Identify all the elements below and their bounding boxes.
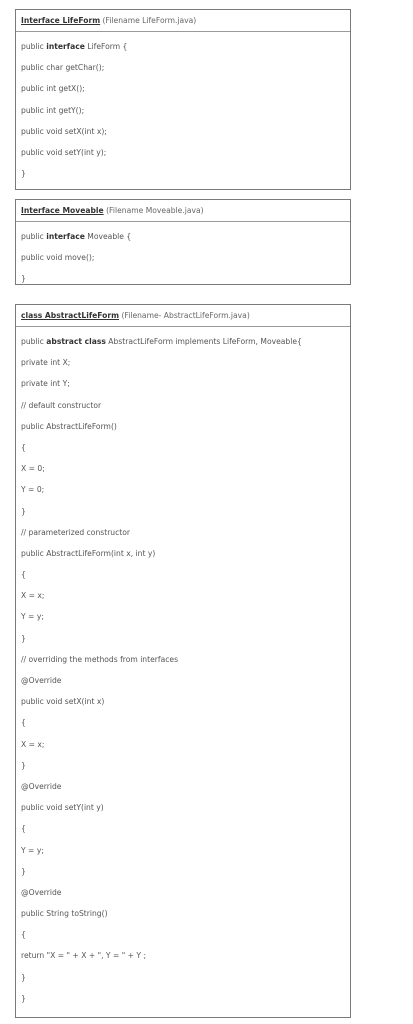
abstract-title: class AbstractLifeForm: [21, 311, 120, 320]
moveable-title: Interface Moveable: [21, 206, 104, 215]
code-line: return "X = " + X + ", Y = " + Y ;: [21, 951, 147, 961]
code-line: {: [21, 930, 26, 940]
code-line: }: [21, 169, 26, 179]
code-line: public interface Moveable {: [21, 232, 132, 241]
code-line: @Override: [21, 781, 62, 791]
abstract-filename: (Filename- AbstractLifeForm.java): [119, 311, 250, 320]
code-keyword: abstract class: [46, 337, 106, 346]
lifeform-title: Interface LifeForm: [21, 16, 101, 25]
code-line: // parameterized constructor: [21, 527, 131, 537]
code-keyword: interface: [46, 42, 85, 51]
code-line: Y = 0;: [21, 485, 45, 495]
code-line: private int X;: [21, 358, 71, 368]
code-line: public int getX();: [21, 84, 85, 94]
code-line: public AbstractLifeForm(int x, int y): [21, 548, 156, 558]
lifeform-filename: (Filename LifeForm.java): [100, 16, 197, 25]
lifeform-code: [16, 32, 350, 184]
code-line: }: [21, 760, 26, 770]
code-line: public char getChar();: [21, 63, 105, 73]
abstract-lifeform-class-box: [15, 304, 351, 1018]
moveable-header: [16, 200, 350, 222]
code-line: @Override: [21, 676, 62, 685]
lifeform-header: [16, 10, 350, 32]
code-line: X = x;: [21, 739, 45, 749]
code-line: public void setX(int x);: [21, 126, 107, 136]
code-line: }: [21, 866, 26, 876]
code-line: public interface LifeForm {: [21, 42, 128, 51]
code-line: public String toString(): [21, 909, 108, 919]
code-line: X = 0;: [21, 464, 45, 474]
lifeform-interface-box: [15, 9, 351, 190]
code-line: private int Y;: [21, 379, 70, 389]
code-line: {: [21, 570, 26, 580]
code-line: {: [21, 442, 26, 452]
abstract-header: [16, 305, 350, 327]
code-line: public void move();: [21, 253, 95, 263]
code-line: {: [21, 718, 26, 728]
moveable-filename: (Filename Moveable.java): [103, 206, 204, 215]
moveable-code: [16, 222, 350, 290]
code-line: public AbstractLifeForm(): [21, 421, 117, 431]
code-line: {: [21, 824, 26, 834]
code-line: public void setY(int y);: [21, 147, 107, 157]
code-line: }: [21, 633, 26, 643]
code-line: @Override: [21, 887, 62, 897]
code-line: // default constructor: [21, 400, 102, 410]
code-line: }: [21, 506, 26, 516]
code-line: public int getY();: [21, 105, 85, 115]
code-line: // overriding the methods from interfaces: [21, 654, 179, 664]
code-line: public abstract class AbstractLifeForm implements LifeForm, Moveable{: [21, 337, 302, 346]
code-line: Y = y;: [21, 612, 44, 622]
code-line: public void setY(int y): [21, 803, 104, 813]
abstract-code: [16, 327, 350, 1009]
code-keyword: interface: [46, 232, 85, 241]
code-line: }: [21, 972, 26, 982]
code-line: }: [21, 274, 26, 284]
code-line: X = x;: [21, 591, 45, 601]
code-line: public void setX(int x): [21, 697, 105, 707]
code-line: Y = y;: [21, 845, 44, 855]
code-line: }: [21, 993, 26, 1003]
moveable-interface-box: [15, 199, 351, 285]
